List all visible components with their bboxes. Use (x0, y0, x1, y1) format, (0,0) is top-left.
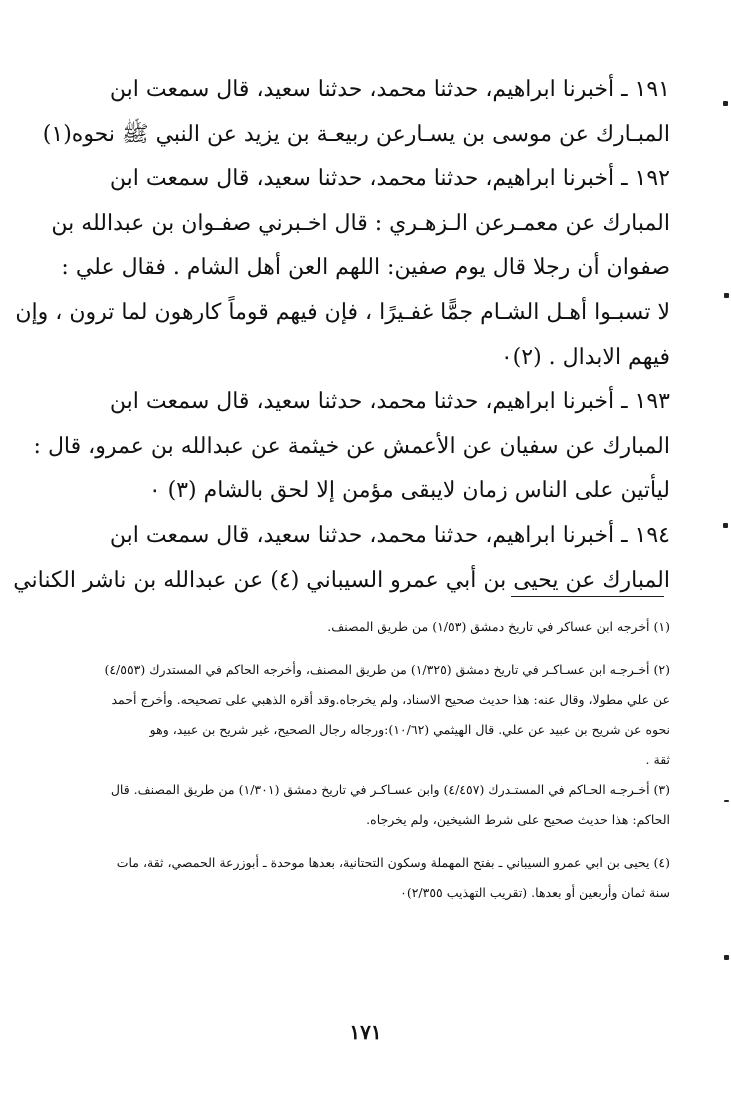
body-line: ١٩٤ ـ أخبرنا ابراهيم، حدثنا محمد، حدثنا سعيد، قال سمعت ابن (109, 522, 670, 548)
footnotes (104, 612, 670, 908)
footnote-1 (118, 612, 670, 642)
body-line: ١٩٢ ـ أخبرنا ابراهيم، حدثنا محمد، حدثنا سعيد، قال سمعت ابن (109, 166, 670, 192)
body-line: المبـارك عن موسى بن يسـارعن ربيعـة بن يزيد عن النبي ﷺ نحوه(١) (42, 121, 670, 147)
footnote-line: عن علي مطولا، وقال عنه: هذا حديث صحيح الاسناد، ولم يخرجاه.وقد أقره الذهبي على تصحيحه. وأخرج أحمد (111, 692, 670, 707)
footnote-line: (٢) أخـرجـه ابن عسـاكـر في تاريخ دمشق (١/٣٢٥) من طريق المصنف، وأخرجه الحاكم في المستدرك (٤/٥٥٣) (104, 662, 670, 677)
body-line: ١٩٣ ـ أخبرنا ابراهيم، حدثنا محمد، حدثنا سعيد، قال سمعت ابن (109, 389, 670, 415)
footnote-4 (118, 848, 670, 908)
body-line: المبارك عن سفيان عن الأعمش عن خيثمة عن عبدالله بن عمرو، قال : (33, 433, 670, 459)
footnote-line: الحاكم: هذا حديث صحيح على شرط الشيخين، ولم يخرجاه. (366, 812, 670, 827)
footnote-line: (٤) يحيى بن ابي عمرو السيباني ـ بفتح المهملة وسكون التحتانية، بعدها موحدة ـ أبوزرعة الحمصي، ثقة، مات (116, 855, 670, 870)
body-line: ليأتين على الناس زمان لايبقى مؤمن إلا لحق بالشام (٣) ٠ (148, 478, 670, 504)
hadith-body (13, 68, 670, 603)
body-line: فيهم الابدال . (٢)٠ (500, 344, 670, 370)
margin-mark (723, 101, 728, 106)
body-line: لا تسبـوا أهـل الشـام جمًّا غفـيرًا ، فإن فيهم قوماً كارهون لما ترون ، وإن (15, 299, 670, 325)
margin-mark (724, 293, 729, 298)
margin-mark (724, 955, 729, 960)
body-line: ١٩١ ـ أخبرنا ابراهيم، حدثنا محمد، حدثنا سعيد، قال سمعت ابن (109, 77, 670, 102)
footnote-line: ثقة . (645, 752, 670, 767)
footnote-line: (٣) أخـرجـه الحـاكم في المستـدرك (٤/٤٥٧) وابن عسـاكـر في تاريخ دمشق (١/٣٠١) من طريق المصنف. قال (110, 782, 670, 797)
footnote-separator (511, 596, 664, 597)
footnote-line: (١) أخرجه ابن عساكر في تاريخ دمشق (١/٥٣) من طريق المصنف. (327, 619, 670, 634)
footnote-2 (104, 655, 670, 775)
footnote-line: نحوه عن شريح بن عبيد عن علي. قال الهيثمي (١٠/٦٢):ورجاله رجال الصحيح، غير شريح بن عبيد، وهو (149, 722, 670, 737)
margin-mark (724, 800, 729, 802)
body-line: المبارك عن يحيى بن أبي عمرو السيباني (٤) عن عبدالله بن ناشر الكناني (13, 567, 670, 593)
body-line: صفوان أن رجلا قال يوم صفين: اللهم العن أهل الشام . فقال علي : (61, 255, 670, 281)
body-line: المبارك عن معمـرعن الـزهـري : قال اخـبرني صفـوان بن عبدالله بن (51, 210, 670, 236)
page-number: ١٧١ (349, 1020, 382, 1044)
footnote-3 (110, 775, 670, 835)
footnote-line: سنة ثمان وأربعين أو بعدها. (تقريب التهذيب ٢/٣٥٥)٠ (400, 885, 670, 900)
margin-mark (723, 523, 728, 528)
